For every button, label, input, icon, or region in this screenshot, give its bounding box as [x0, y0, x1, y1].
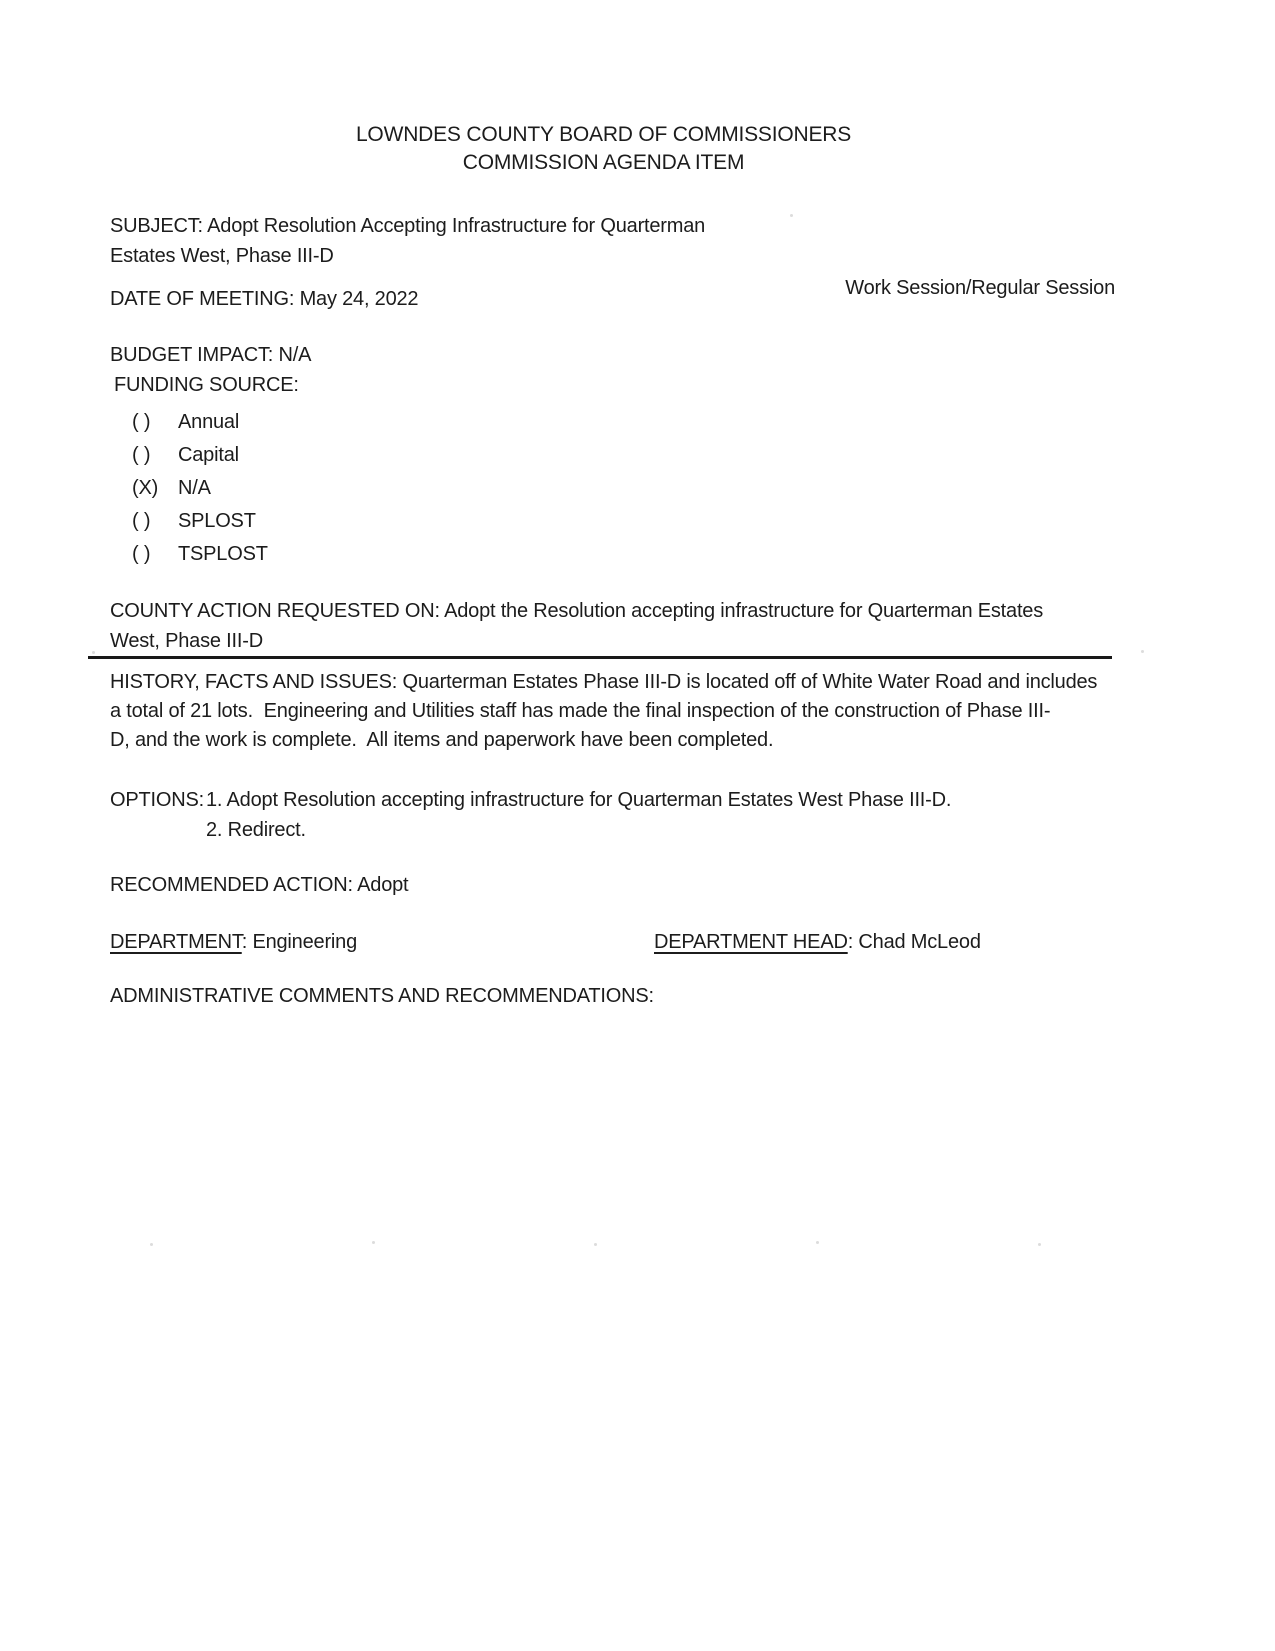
scan-speck: [1141, 650, 1144, 653]
checkbox-mark: ( ): [132, 411, 151, 433]
options-items: [206, 785, 951, 845]
funding-source-options: [110, 406, 1115, 571]
funding-option-label: SPLOST: [178, 510, 256, 532]
funding-option-splost: [110, 505, 1115, 538]
budget-impact-line: BUDGET IMPACT: N/A: [110, 344, 312, 366]
document-header: [101, 121, 1106, 177]
department-head-label: DEPARTMENT HEAD: [654, 931, 848, 953]
budget-funding-block: [110, 340, 1115, 400]
funding-option-label: Capital: [178, 444, 239, 466]
subject-line-2: Estates West, Phase III-D: [110, 245, 334, 267]
scan-speck: [1038, 1243, 1041, 1246]
checkbox-mark: ( ): [132, 510, 151, 532]
funding-option-label: N/A: [178, 477, 211, 499]
recommended-action-line: RECOMMENDED ACTION: Adopt: [110, 874, 409, 896]
checkbox-mark: ( ): [132, 444, 151, 466]
checkbox-mark-checked: (X): [132, 477, 159, 499]
funding-option-label: Annual: [178, 411, 240, 433]
funding-option-na: [110, 472, 1115, 505]
scan-speck: [92, 651, 95, 654]
page-subtitle: COMMISSION AGENDA ITEM: [462, 151, 745, 174]
history-line-2: a total of 21 lots. Engineering and Utilities staff has made the final inspection of the construction of Phase III-: [110, 700, 1051, 722]
options-block: [110, 785, 1115, 845]
department-head-value: : Chad McLeod: [847, 931, 981, 953]
checkbox-mark: ( ): [132, 543, 151, 565]
subject-line-1: [110, 211, 800, 241]
funding-option-label: TSPLOST: [178, 543, 268, 565]
subject-text: Adopt Resolution Accepting Infrastructure for Quarterman: [202, 215, 706, 237]
history-line-1: [110, 668, 1115, 697]
section-divider-rule: [88, 656, 1112, 659]
county-action-line-1: [110, 596, 1110, 626]
department-value: : Engineering: [241, 931, 357, 953]
option-item-2: 2. Redirect.: [206, 819, 306, 841]
funding-option-annual: [110, 406, 1115, 439]
funding-option-tsplost: [110, 538, 1115, 571]
department-cell: [110, 931, 357, 953]
scan-speck: [150, 1243, 153, 1246]
admin-comments-line: ADMINISTRATIVE COMMENTS AND RECOMMENDATIONS:: [110, 985, 654, 1007]
county-action-label: COUNTY ACTION REQUESTED ON:: [110, 600, 440, 622]
date-of-meeting-row: [110, 277, 1115, 314]
session-type: Work Session/Regular Session: [845, 277, 1115, 299]
department-head-cell: [654, 927, 981, 957]
history-block: [110, 668, 1115, 755]
options-label: OPTIONS:: [110, 789, 204, 811]
scan-speck: [372, 1241, 375, 1244]
department-label: DEPARTMENT: [110, 931, 242, 953]
funding-option-capital: [110, 439, 1115, 472]
funding-source-label: FUNDING SOURCE:: [114, 374, 299, 396]
scan-speck: [816, 1241, 819, 1244]
page-title: LOWNDES COUNTY BOARD OF COMMISSIONERS: [355, 123, 852, 146]
scan-speck: [790, 214, 793, 217]
history-label: HISTORY, FACTS AND ISSUES:: [110, 671, 398, 693]
county-action-text: Adopt the Resolution accepting infrastructure for Quarterman Estates: [439, 600, 1044, 622]
county-action-line-2: West, Phase III-D: [110, 630, 263, 652]
scan-speck: [594, 1243, 597, 1246]
option-item-1: 1. Adopt Resolution accepting infrastructure for Quarterman Estates West Phase III-D.: [206, 789, 952, 811]
subject-block: [110, 211, 800, 271]
subject-label: SUBJECT:: [110, 215, 203, 237]
county-action-block: [110, 596, 1110, 656]
history-line-3: D, and the work is complete. All items and paperwork have been completed.: [110, 729, 774, 751]
department-row: [110, 927, 1115, 957]
date-of-meeting-line: DATE OF MEETING: May 24, 2022: [110, 288, 419, 310]
history-text: Quarterman Estates Phase III-D is located off of White Water Road and includes: [397, 671, 1098, 693]
